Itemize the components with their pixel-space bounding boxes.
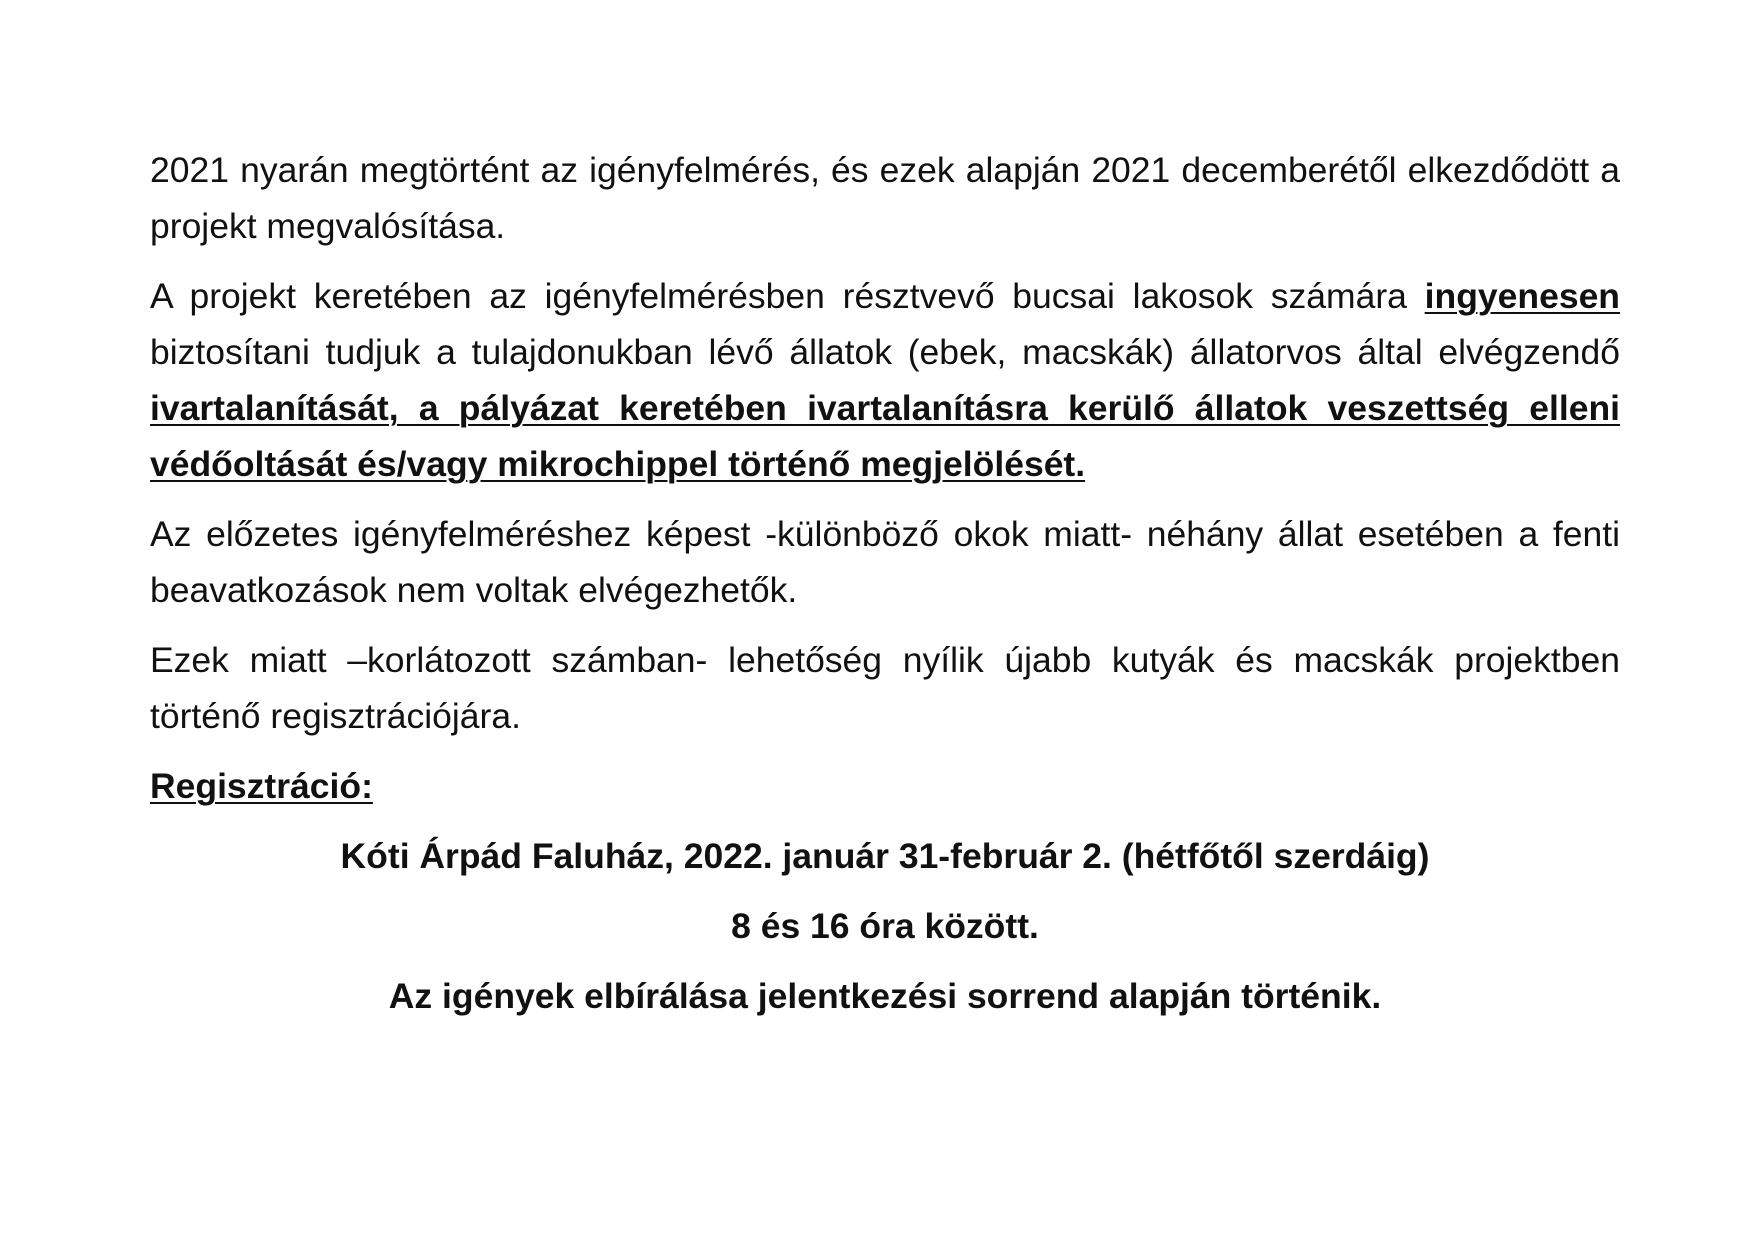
paragraph-free-services [150,268,1620,492]
registration-hours: 8 és 16 óra között. [731,906,1039,946]
paragraph-project-start: 2021 nyarán megtörtént az igényfelmérés, és ezek alapján 2021 decemberétől elkezdődött a projekt megvalósítása. [150,150,1620,246]
emphasis-free: ingyenesen [1424,276,1620,316]
emphasis-services: ivartalanítását, a pályázat keretében ivartalanításra kerülő állatok veszettség elleni védőoltását és/vagy mikrochippel történő megjelölését. [150,388,1620,484]
registration-location-date: Kóti Árpád Faluház, 2022. január 31-február 2. (hétfőtől szerdáig) [340,836,1430,876]
paragraph-free-services-text-1: A projekt keretében az igényfelmérésben résztvevő bucsai lakosok számára [150,276,1425,316]
document-page [150,142,1620,1038]
paragraph-new-registration: Ezek miatt –korlátozott számban- lehetőség nyílik újabb kutyák és macskák projektben történő regisztrációjára. [150,640,1620,736]
paragraph-not-performed: Az előzetes igényfelméréshez képest -különböző okok miatt- néhány állat esetében a fenti beavatkozások nem voltak elvégezhetők. [150,514,1620,610]
paragraph-free-services-text-2: biztosítani tudjuk a tulajdonukban lévő állatok (ebek, macskák) állatorvos által elvégzendő [150,332,1620,372]
registration-note: Az igények elbírálása jelentkezési sorrend alapján történik. [388,976,1382,1016]
registration-heading: Regisztráció: [150,766,373,806]
